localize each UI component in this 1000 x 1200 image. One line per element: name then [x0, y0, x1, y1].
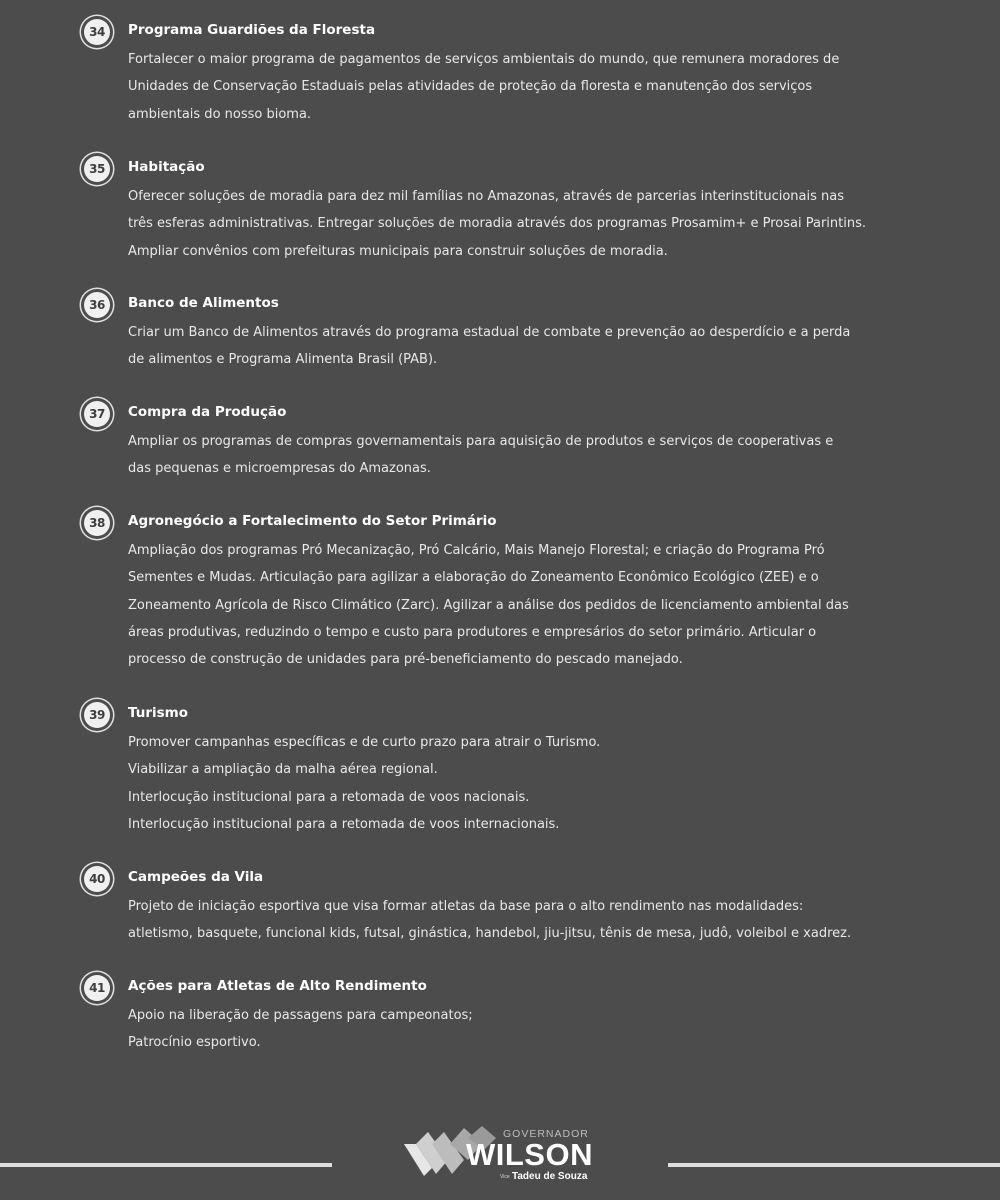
item-title: Habitação	[128, 159, 205, 175]
description-line: Apoio na liberação de passagens para campeonatos;	[128, 1008, 473, 1023]
item-number-badge: 37	[84, 401, 110, 427]
description-line: Projeto de iniciação esportiva que visa formar atletas da base para o alto rendimento nas modalidades:	[128, 899, 804, 914]
item-number-badge: 40	[84, 866, 110, 892]
description-line: Ampliar convênios com prefeituras municipais para construir soluções de moradia.	[128, 243, 668, 259]
description-line: Zoneamento Agrícola de Risco Climático (Zarc). Agilizar a análise dos pedidos de licenciamento ambiental das	[128, 597, 849, 613]
description-line: Oferecer soluções de moradia para dez mil famílias no Amazonas, através de parcerias interinstitucionais nas	[128, 189, 844, 204]
description-line: atletismo, basquete, funcional kids, futsal, ginástica, handebol, jiu-jitsu, tênis de mesa, judô, voleibol e xadrez.	[128, 926, 852, 942]
description-line: áreas produtivas, reduzindo o tempo e custo para produtores e empresários do setor primário. Articular o	[128, 624, 817, 640]
item-title: Turismo	[128, 705, 188, 721]
logo-governor-label: GOVERNADOR	[503, 1128, 589, 1140]
description-line: Ampliação dos programas Pró Mecanização, Pró Calcário, Mais Manejo Florestal; e criação do Programa Pró	[128, 543, 825, 558]
description-line: Fortalecer o maior programa de pagamentos de serviços ambientais do mundo, que remunera moradores de	[128, 52, 840, 67]
description-line: Promover campanhas específicas e de curto prazo para atrair o Turismo.	[128, 735, 601, 750]
item-description	[128, 1006, 918, 1061]
description-line: das pequenas e microempresas do Amazonas.	[128, 461, 431, 477]
logo-vice-name: Tadeu de Souza	[512, 1171, 588, 1182]
item-description	[128, 541, 918, 677]
item-title: Campeões da Vila	[128, 869, 264, 885]
item-title: Agronegócio a Fortalecimento do Setor Primário	[128, 513, 497, 529]
description-line: Criar um Banco de Alimentos através do programa estadual de combate e prevenção ao desperdício e a perda	[128, 325, 851, 340]
description-line: três esferas administrativas. Entregar soluções de moradia através dos programas Prosamim+ e Prosai Parintins.	[128, 216, 866, 232]
logo-candidate-name: WILSON	[466, 1137, 593, 1172]
description-line: Unidades de Conservação Estaduais pelas atividades de proteção da floresta e manutenção dos serviços	[128, 79, 813, 95]
item-number-badge: 35	[84, 156, 110, 182]
item-number-badge: 38	[84, 510, 110, 536]
footer-divider-right	[668, 1163, 1000, 1167]
item-title: Banco de Alimentos	[128, 295, 279, 311]
footer-divider-left	[0, 1163, 332, 1167]
item-description	[128, 187, 918, 269]
item-description	[128, 323, 918, 378]
description-line: Patrocínio esportivo.	[128, 1035, 261, 1051]
item-number-badge: 39	[84, 702, 110, 728]
description-line: Interlocução institucional para a retomada de voos internacionais.	[128, 816, 560, 832]
description-line: Sementes e Mudas. Articulação para agilizar a elaboração do Zoneamento Econômico Ecológico (ZEE) e o	[128, 570, 819, 586]
description-line: Viabilizar a ampliação da malha aérea regional.	[128, 762, 438, 778]
item-number-badge: 36	[84, 292, 110, 318]
campaign-logo	[402, 1122, 602, 1188]
item-number-badge: 34	[84, 19, 110, 45]
description-line: Ampliar os programas de compras governamentais para aquisição de produtos e serviços de cooperativas e	[128, 434, 834, 449]
description-line: processo de construção de unidades para pré-beneficiamento do pescado manejado.	[128, 652, 683, 668]
item-description	[128, 432, 918, 487]
item-description	[128, 50, 918, 132]
description-line: ambientais do nosso bioma.	[128, 106, 312, 122]
item-title: Compra da Produção	[128, 404, 287, 420]
item-number-badge: 41	[84, 975, 110, 1001]
item-title: Programa Guardiões da Floresta	[128, 22, 376, 38]
item-description	[128, 897, 918, 952]
description-line: Interlocução institucional para a retomada de voos nacionais.	[128, 789, 530, 805]
item-description	[128, 733, 918, 842]
logo-vice-label: Vice	[500, 1174, 510, 1180]
description-line: de alimentos e Programa Alimenta Brasil (PAB).	[128, 352, 438, 368]
item-title: Ações para Atletas de Alto Rendimento	[128, 978, 427, 994]
